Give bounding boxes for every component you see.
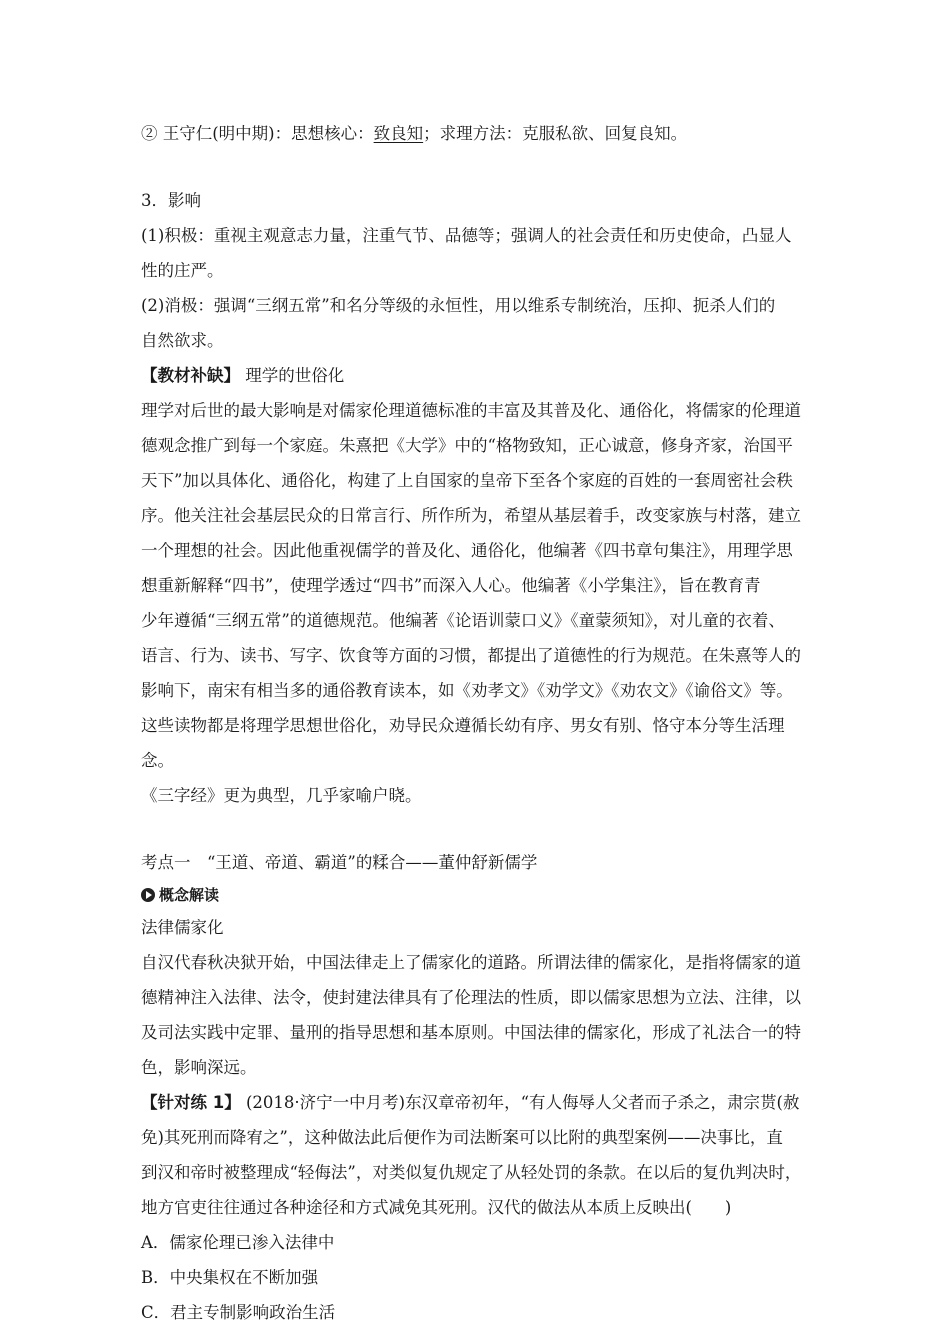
supplement-line: 德观念推广到每一个家庭。朱熹把《大学》中的“格物致知，正心诚意，修身齐家，治国平 xyxy=(141,436,793,455)
concept-line: 色，影响深远。 xyxy=(141,1058,257,1077)
supplement-line: 影响下，南宋有相当多的通俗教育读本，如《劝孝文》《劝学文》《劝农文》《谕俗文》等。 xyxy=(141,681,793,700)
wang-shouren-line: ② 王守仁(明中期)：思想核心：致良知；求理方法：克服私欲、回复良知。 xyxy=(141,124,688,143)
influence-positive-line-2: 性的庄严。 xyxy=(141,261,224,280)
supplement-heading xyxy=(141,358,813,393)
supplement-line: 天下”加以具体化、通俗化，构建了上自国家的皇帝下至各个家庭的百姓的一套周密社会秩 xyxy=(141,471,793,490)
influence-heading: 3．影响 xyxy=(141,191,201,210)
exercise-line: 免)其死刑而降宥之”，这种做法此后便作为司法断案可以比附的典型案例——决事比，直 xyxy=(141,1128,783,1147)
concept-line: 及司法实践中定罪、量刑的指导思想和基本原则。中国法律的儒家化，形成了礼法合一的特 xyxy=(141,1023,801,1042)
section-title: 考点一 “王道、帝道、霸道”的糅合——董仲舒新儒学 xyxy=(141,853,538,872)
option-c: C．君主专制影响政治生活 xyxy=(141,1303,336,1322)
exercise-line: 到汉和帝时被整理成“轻侮法”，对类似复仇规定了从轻处罚的条款。在以后的复仇判决时， xyxy=(141,1163,802,1182)
concept-line: 德精神注入法律、法令，使封建法律具有了伦理法的性质，即以儒家思想为立法、注律，以 xyxy=(141,988,801,1007)
supplement-line: 《三字经》更为典型，几乎家喻户晓。 xyxy=(141,786,422,805)
concept-label: 概念解读 xyxy=(159,886,220,904)
option-a: A．儒家伦理已渗入法律中 xyxy=(141,1233,335,1252)
influence-negative-line-1: (2)消极：强调“三纲五常”和名分等级的永恒性，用以维系专制统治，压抑、扼杀人们的 xyxy=(141,296,776,315)
supplement-line: 序。他关注社会基层民众的日常言行、所作所为，希望从基层着手，改变家族与村落，建立 xyxy=(141,506,801,525)
supplement-line: 少年遵循“三纲五常”的道德规范。他编著《论语训蒙口义》《童蒙须知》，对儿童的衣着、 xyxy=(141,611,785,630)
supplement-tag: 【教材补缺】 xyxy=(141,366,240,385)
document-content xyxy=(141,116,813,1330)
supplement-line: 想重新解释“四书”，使理学透过“四书”而深入人心。他编著《小学集注》，旨在教育青 xyxy=(141,576,761,595)
supplement-line: 语言、行为、读书、写字、饮食等方面的习惯，都提出了道德性的行为规范。在朱熹等人的 xyxy=(141,646,801,665)
concept-title: 法律儒家化 xyxy=(141,918,224,937)
exercise-line: 地方官吏往往通过各种途径和方式减免其死刑。汉代的做法从本质上反映出( ) xyxy=(141,1198,732,1217)
concept-label-row xyxy=(141,880,813,910)
supplement-title: 理学的世俗化 xyxy=(240,366,345,385)
exercise-line: 【针对练 1】 (2018·济宁一中月考)东汉章帝初年，“有人侮辱人父者而子杀之，肃宗贳(赦 xyxy=(141,1093,800,1112)
exercise-tag: 【针对练 1】 xyxy=(141,1093,241,1112)
influence-negative-line-2: 自然欲求。 xyxy=(141,331,224,350)
underlined-term: 致良知 xyxy=(373,124,424,143)
play-circle-icon xyxy=(141,888,155,902)
option-b: B．中央集权在不断加强 xyxy=(141,1268,319,1287)
influence-positive-line-1: (1)积极：重视主观意志力量，注重气节、品德等；强调人的社会责任和历史使命，凸显人 xyxy=(141,226,792,245)
supplement-line: 一个理想的社会。因此他重视儒学的普及化、通俗化，他编著《四书章句集注》，用理学思 xyxy=(141,541,793,560)
supplement-line: 这些读物都是将理学思想世俗化，劝导民众遵循长幼有序、男女有别、恪守本分等生活理念。 xyxy=(141,716,785,770)
supplement-line: 理学对后世的最大影响是对儒家伦理道德标准的丰富及其普及化、通俗化，将儒家的伦理道 xyxy=(141,401,801,420)
concept-line: 自汉代春秋决狱开始，中国法律走上了儒家化的道路。所谓法律的儒家化，是指将儒家的道 xyxy=(141,953,801,972)
